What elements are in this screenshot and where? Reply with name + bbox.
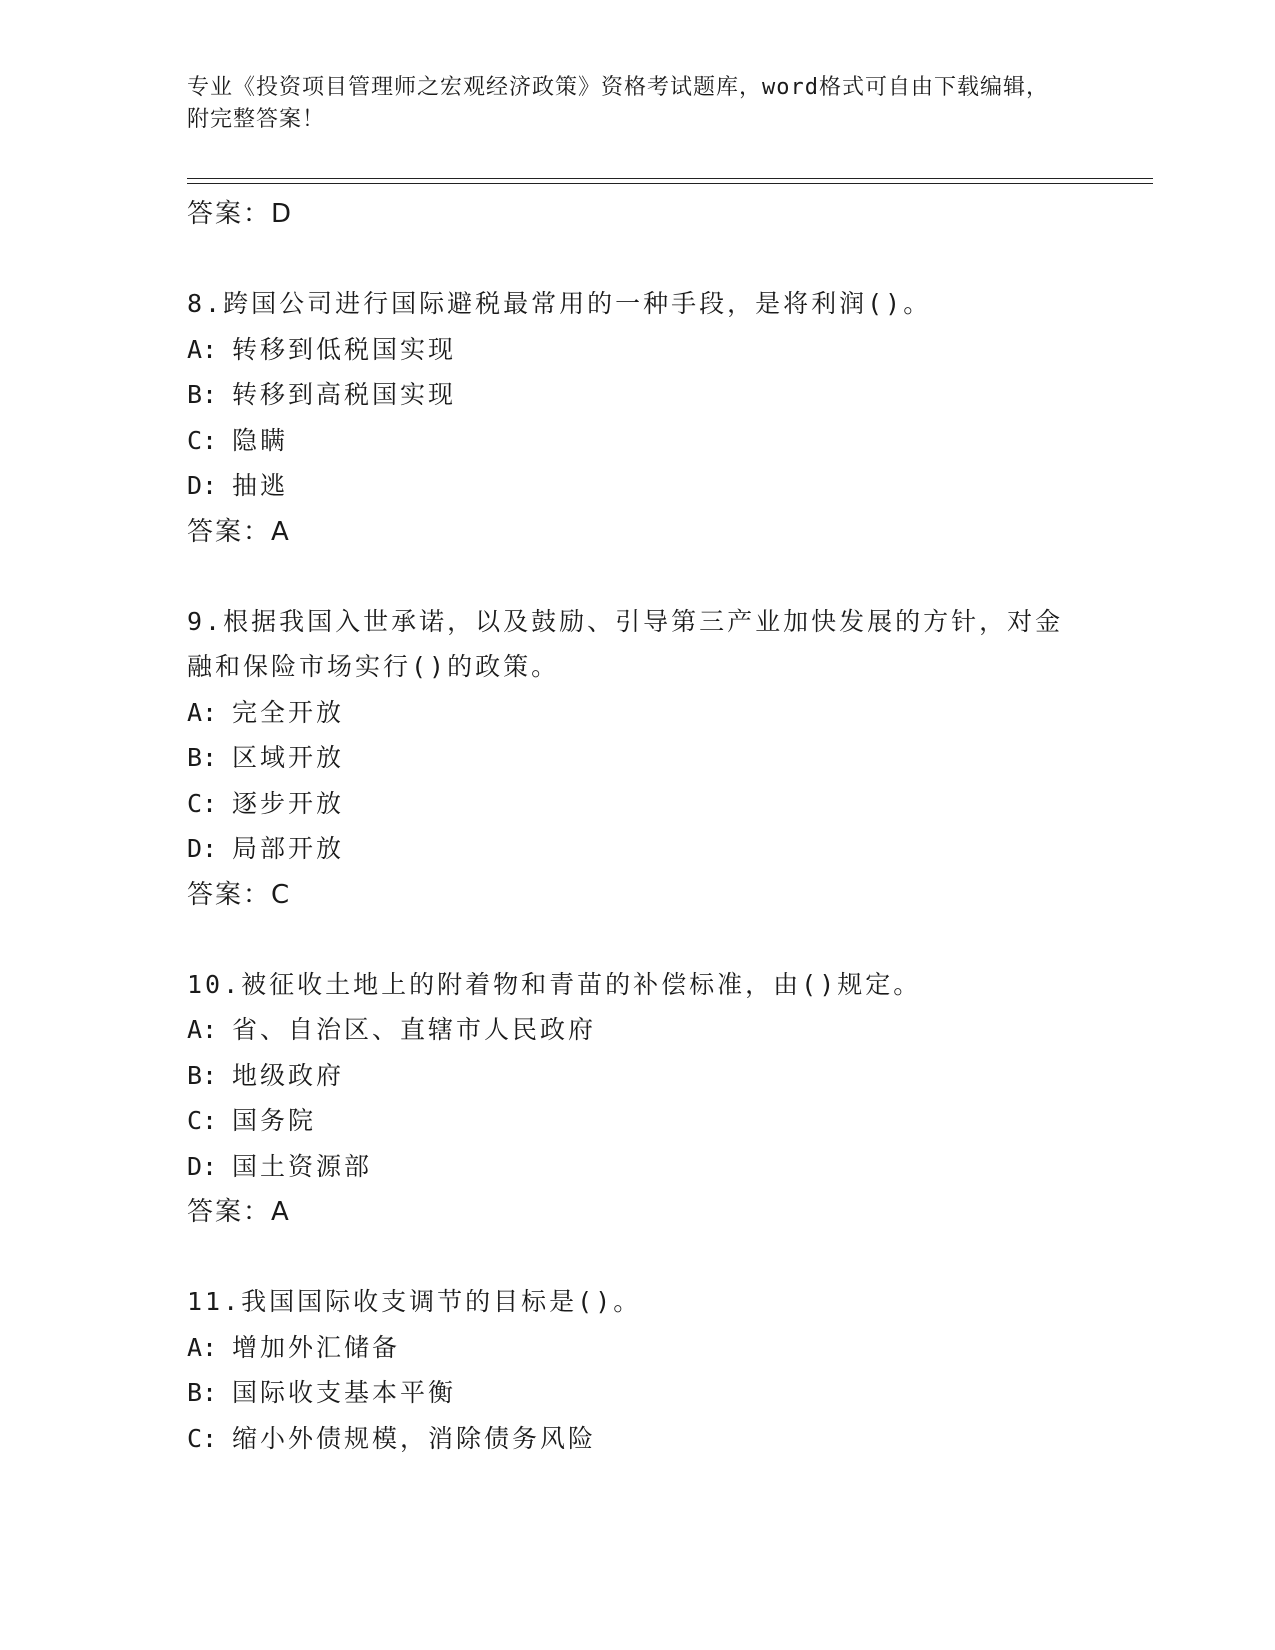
option-text: 省、自治区、直辖市人民政府	[232, 1015, 597, 1044]
option-key: B:	[187, 1060, 218, 1090]
option-text: 转移到低税国实现	[232, 334, 457, 364]
option-text: 局部开放	[232, 834, 345, 863]
option-text: 完全开放	[232, 697, 345, 727]
option-key: A:	[187, 1332, 218, 1362]
option-key: C:	[187, 788, 218, 818]
document-header: 专业《投资项目管理师之宏观经济政策》资格考试题库，word格式可自由下载编辑，附完整答案！	[187, 75, 1049, 132]
option-key: C:	[187, 425, 218, 455]
option-text: 增加外汇储备	[232, 1332, 401, 1362]
option-key: A:	[187, 697, 218, 727]
option-item	[187, 735, 1087, 781]
option-key: C:	[187, 1423, 218, 1453]
option-text: 国土资源部	[232, 1151, 373, 1181]
option-item	[187, 1370, 1087, 1416]
option-item	[187, 463, 1087, 509]
question-text: 10.被征收土地上的附着物和青苗的补偿标准，由()规定。	[187, 969, 922, 999]
option-text: 转移到高税国实现	[232, 380, 457, 409]
question-text: 9.根据我国入世承诺，以及鼓励、引导第三产业加快发展的方针，对金融和保险市场实行()的政策。	[187, 606, 1064, 681]
option-key: A:	[187, 334, 218, 364]
header-divider-top	[187, 178, 1153, 179]
question-text: 11.我国国际收支调节的目标是()。	[187, 1287, 642, 1316]
question-block	[187, 281, 1087, 555]
option-text: 隐瞒	[232, 425, 289, 455]
option-item	[187, 1144, 1087, 1190]
option-key: C:	[187, 1106, 218, 1135]
option-key: D:	[187, 1151, 218, 1181]
questions-container	[187, 281, 1087, 1461]
answer-label: 答案：A	[187, 516, 291, 547]
header-divider-bottom	[187, 183, 1153, 184]
question-text: 8.跨国公司进行国际避税最常用的一种手段，是将利润()。	[187, 289, 932, 318]
question-block	[187, 962, 1087, 1236]
option-text: 抽逃	[232, 471, 289, 500]
answer-label: 答案：D	[187, 199, 294, 229]
option-item	[187, 372, 1087, 418]
option-text: 区域开放	[232, 743, 345, 772]
option-item	[187, 327, 1087, 373]
option-key: D:	[187, 471, 218, 500]
question-list	[187, 191, 1087, 1461]
question-block	[187, 599, 1087, 918]
option-text: 逐步开放	[232, 788, 345, 818]
option-text: 国际收支基本平衡	[232, 1378, 457, 1407]
option-key: B:	[187, 1378, 218, 1407]
option-text: 地级政府	[232, 1060, 345, 1090]
option-item	[187, 1325, 1087, 1371]
option-text: 国务院	[232, 1106, 317, 1135]
option-text: 缩小外债规模，消除债务风险	[232, 1423, 597, 1453]
option-item	[187, 1053, 1087, 1099]
option-item	[187, 1098, 1087, 1144]
answer-label: 答案：C	[187, 879, 292, 910]
answer-label: 答案：A	[187, 1197, 291, 1227]
option-key: B:	[187, 743, 218, 772]
option-item	[187, 1007, 1087, 1053]
option-key: A:	[187, 1015, 218, 1044]
option-item	[187, 690, 1087, 736]
option-item	[187, 1416, 1087, 1462]
question-block	[187, 1279, 1087, 1461]
option-key: B:	[187, 380, 218, 409]
option-item	[187, 826, 1087, 872]
option-item	[187, 418, 1087, 464]
option-key: D:	[187, 834, 218, 863]
option-item	[187, 781, 1087, 827]
